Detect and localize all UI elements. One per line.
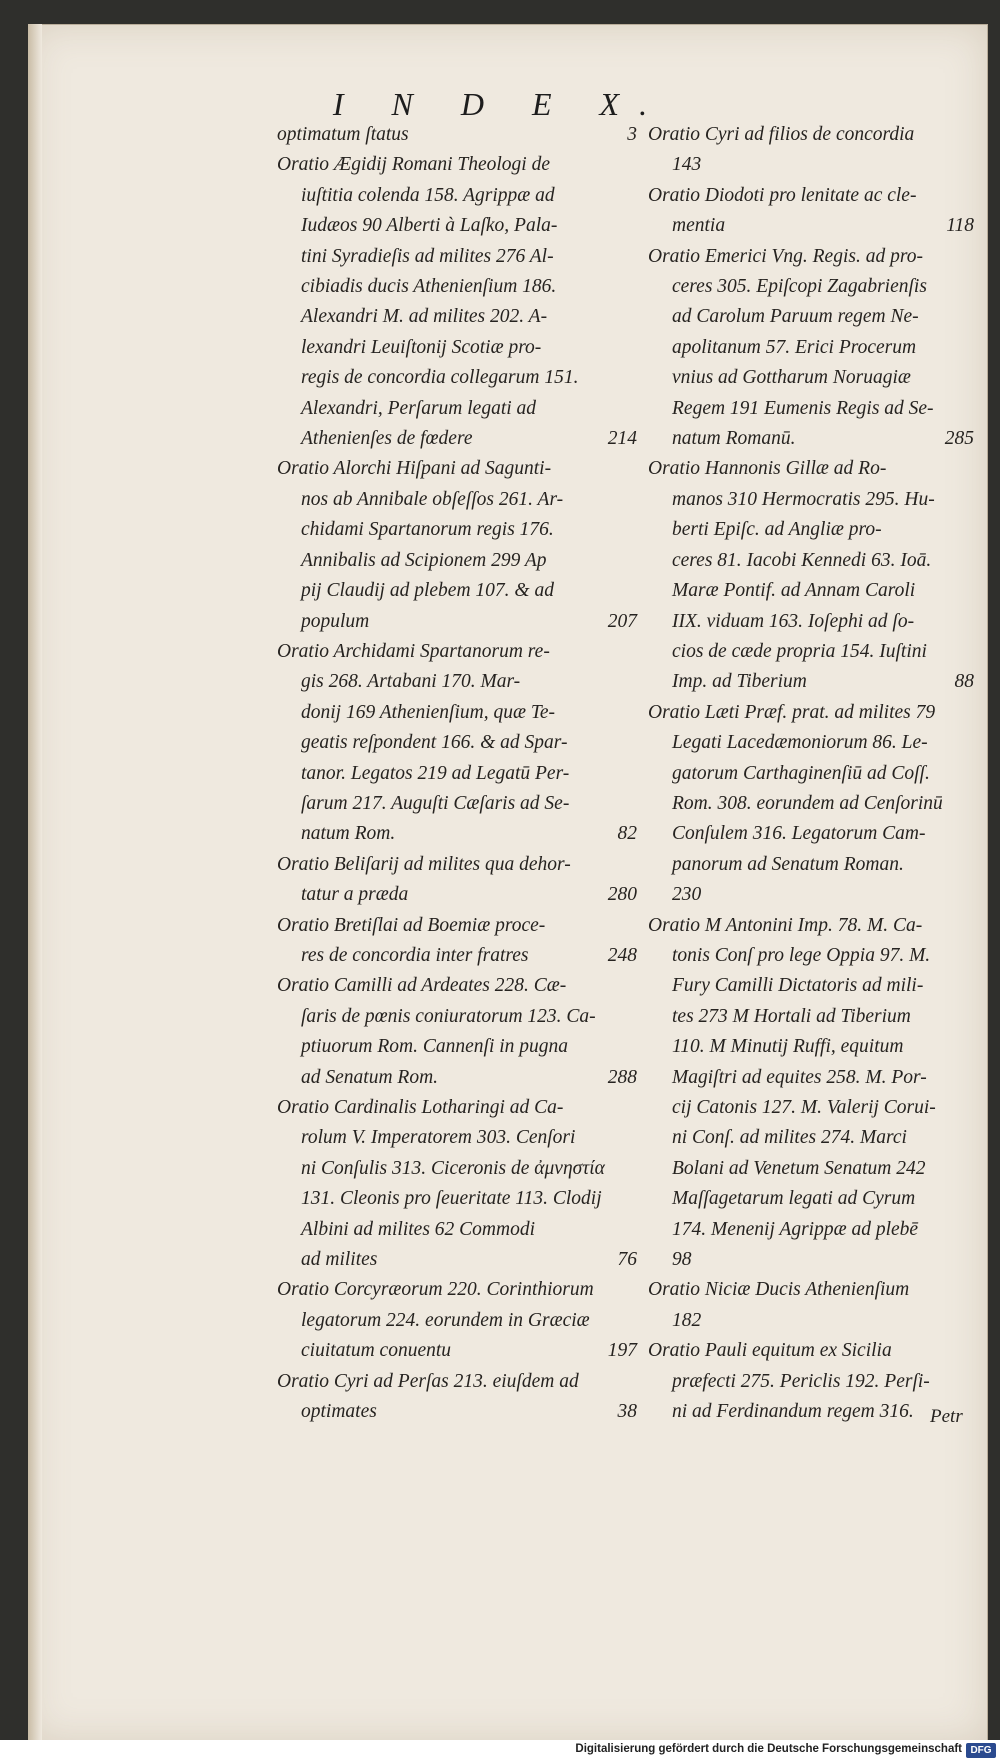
index-line-text: optimatum ſtatus xyxy=(277,124,409,145)
funding-credit: Digitalisierung gefördert durch die Deutsche Forschungsgemeinschaft xyxy=(575,1743,962,1755)
index-line-text: IIX. viduam 163. Ioſephi ad ſo- xyxy=(672,610,915,632)
index-line-text: Oratio Camilli ad Ardeates 228. Cæ- xyxy=(277,975,567,997)
index-line xyxy=(648,911,974,941)
index-line-text: Fury Camilli Dictatoris ad mili- xyxy=(672,975,924,997)
index-line xyxy=(277,698,637,728)
index-line-text: cios de cæde propria 154. Iuſtini xyxy=(672,640,927,662)
index-line xyxy=(648,272,974,302)
index-line-text: cibiadis ducis Athenienſium 186. xyxy=(301,276,557,298)
index-line-text: optimates xyxy=(301,1401,377,1423)
index-line-text: Oratio Alorchi Hiſpani ad Sagunti- xyxy=(277,458,552,480)
index-line xyxy=(277,150,637,180)
index-line-text: legatorum 224. eorundem in Græciæ xyxy=(301,1309,590,1331)
index-line-text: 174. Menenij Agrippæ ad plebē xyxy=(672,1218,919,1240)
index-line xyxy=(277,272,637,302)
index-line xyxy=(277,1002,637,1032)
index-line-text: Oratio Archidami Spartanorum re- xyxy=(277,640,550,662)
page-reference: 288 xyxy=(607,1066,637,1088)
index-line-text: tonis Conſ pro lege Oppia 97. M. xyxy=(672,944,931,966)
page-reference: 118 xyxy=(946,215,974,237)
index-line-text: ptiuorum Rom. Cannenſi in pugna xyxy=(301,1036,569,1058)
index-line-text: ad Carolum Paruum regem Ne- xyxy=(672,306,919,328)
index-line-text: ad milites xyxy=(301,1249,378,1271)
index-line-text: tatur a præda xyxy=(301,884,409,906)
index-line xyxy=(648,880,974,910)
index-line xyxy=(277,1367,637,1397)
index-line-text: Oratio Ægidij Romani Theologi de xyxy=(277,154,550,176)
index-line xyxy=(277,607,637,637)
digitization-footer xyxy=(0,1740,1000,1763)
page-reference: 280 xyxy=(607,884,637,906)
index-line-text: Athenienſes de fœdere xyxy=(301,428,473,450)
page-reference: 248 xyxy=(607,944,637,966)
index-line-text: populum xyxy=(301,610,370,632)
index-line xyxy=(277,363,637,393)
index-line-text: manos 310 Hermocratis 295. Hu- xyxy=(672,488,935,510)
index-line xyxy=(648,302,974,332)
page-reference: 207 xyxy=(607,610,637,632)
index-line-text: Oratio Cyri ad Perſas 213. eiuſdem ad xyxy=(277,1370,579,1392)
index-line-text: tanor. Legatos 219 ad Legatū Per- xyxy=(301,762,570,784)
index-line xyxy=(648,546,974,576)
index-line-text: Oratio Corcyræorum 220. Corinthiorum xyxy=(277,1279,594,1301)
index-line xyxy=(648,333,974,363)
index-line xyxy=(277,1093,637,1123)
index-line-text: ni ad Ferdinandum regem 316. xyxy=(672,1401,914,1423)
index-line xyxy=(648,1336,974,1366)
index-line xyxy=(648,1245,974,1275)
index-line-text: ceres 305. Epiſcopi Zagabrienſis xyxy=(672,276,927,298)
index-line xyxy=(277,1063,637,1093)
index-line-text: Imp. ad Tiberium xyxy=(672,671,807,693)
index-line-text: rolum V. Imperatorem 303. Cenſori xyxy=(301,1127,576,1149)
page-reference: 38 xyxy=(617,1401,637,1423)
index-line-text: Oratio Beliſarij ad milites qua dehor- xyxy=(277,853,571,875)
index-line xyxy=(648,759,974,789)
index-line-text: Oratio Bretiſlai ad Boemiæ proce- xyxy=(277,914,546,936)
index-line xyxy=(648,1002,974,1032)
index-line-text: tini Syradieſis ad milites 276 Al- xyxy=(301,245,554,267)
index-line xyxy=(277,485,637,515)
index-line xyxy=(277,211,637,241)
index-line xyxy=(277,454,637,484)
index-line-text: Bolani ad Venetum Senatum 242 xyxy=(672,1157,926,1179)
index-line xyxy=(277,120,637,150)
index-line xyxy=(648,667,974,697)
index-line-text: gatorum Carthaginenſiū ad Coſſ. xyxy=(672,762,930,784)
index-line xyxy=(277,1184,637,1214)
index-line xyxy=(277,1245,637,1275)
index-line-text: panorum ad Senatum Roman. xyxy=(672,853,904,875)
page-reference: 88 xyxy=(954,671,974,693)
page-reference: 214 xyxy=(607,428,637,450)
index-column-right xyxy=(648,120,974,1427)
index-line-text: Maſſagetarum legati ad Cyrum xyxy=(672,1188,916,1210)
index-line-text: cij Catonis 127. M. Valerij Corui- xyxy=(672,1097,936,1118)
index-line xyxy=(648,485,974,515)
index-line-text: res de concordia inter fratres xyxy=(301,944,529,966)
index-line-text: regis de concordia collegarum 151. xyxy=(301,367,579,389)
index-line xyxy=(277,789,637,819)
index-line xyxy=(648,1397,974,1427)
index-line-text: Albini ad milites 62 Commodi xyxy=(301,1218,535,1240)
index-line xyxy=(648,1154,974,1184)
index-line-text: Maræ Pontif. ad Annam Caroli xyxy=(672,580,916,602)
index-line xyxy=(277,576,637,606)
index-line xyxy=(648,1063,974,1093)
index-line xyxy=(277,637,637,667)
index-line xyxy=(277,911,637,941)
index-line-text: Oratio Diodoti pro lenitate ac cle- xyxy=(648,184,917,206)
index-line xyxy=(648,150,974,180)
index-line xyxy=(648,454,974,484)
index-line xyxy=(648,211,974,241)
index-line xyxy=(277,333,637,363)
index-line-text: ciuitatum conuentu xyxy=(301,1340,452,1362)
index-line xyxy=(648,1032,974,1062)
index-line-text: Oratio Læti Præf. prat. ad milites 79 xyxy=(648,701,936,723)
index-line xyxy=(648,242,974,272)
page-reference: 3 xyxy=(627,124,637,145)
index-line xyxy=(648,515,974,545)
index-line xyxy=(277,971,637,1001)
index-line-text: lexandri Leuiſtonij Scotiæ pro- xyxy=(301,336,542,358)
page-reference: 285 xyxy=(944,428,974,450)
index-line-text: geatis reſpondent 166. & ad Spar- xyxy=(301,732,568,754)
index-line-text: Legati Lacedæmoniorum 86. Le- xyxy=(672,732,928,754)
index-line-text: 182 xyxy=(672,1309,702,1331)
index-line-text: præfecti 275. Periclis 192. Perſi- xyxy=(672,1370,930,1392)
page-reference: 76 xyxy=(617,1249,637,1271)
index-line xyxy=(277,1215,637,1245)
index-line xyxy=(648,181,974,211)
index-line-text: 143 xyxy=(672,154,702,176)
index-line-text: gis 268. Artabani 170. Mar- xyxy=(301,671,521,693)
index-line xyxy=(648,394,974,424)
index-line xyxy=(648,1184,974,1214)
index-line-text: apolitanum 57. Erici Procerum xyxy=(672,336,917,358)
index-line-text: Oratio Cardinalis Lotharingi ad Ca- xyxy=(277,1097,564,1118)
index-line-text: Regem 191 Eumenis Regis ad Se- xyxy=(672,397,934,419)
index-line xyxy=(648,819,974,849)
index-line xyxy=(277,880,637,910)
index-line-text: ad Senatum Rom. xyxy=(301,1066,439,1088)
index-line-text: Magiſtri ad equites 258. M. Por- xyxy=(672,1066,927,1088)
index-line-text: Conſulem 316. Legatorum Cam- xyxy=(672,823,926,845)
index-line xyxy=(277,302,637,332)
index-line-text: vnius ad Gottharum Noruagiæ xyxy=(672,367,911,389)
index-line-text: 110. M Minutij Ruffi, equitum xyxy=(672,1036,904,1058)
index-line xyxy=(648,698,974,728)
index-line-text: chidami Spartanorum regis 176. xyxy=(301,519,554,541)
index-line xyxy=(277,546,637,576)
dfg-logo: DFG xyxy=(966,1743,996,1758)
index-line xyxy=(277,850,637,880)
index-line-text: ceres 81. Iacobi Kennedi 63. Ioā. xyxy=(672,549,932,571)
index-line xyxy=(648,637,974,667)
index-line-text: donij 169 Athenienſium, quæ Te- xyxy=(301,701,556,723)
index-line-text: berti Epiſc. ad Angliæ pro- xyxy=(672,519,882,541)
index-line xyxy=(277,759,637,789)
index-line-text: nos ab Annibale obſeſſos 261. Ar- xyxy=(301,488,564,510)
index-line xyxy=(277,242,637,272)
index-line xyxy=(277,1154,637,1184)
index-line xyxy=(277,394,637,424)
index-line-text: Oratio Cyri ad filios de concordia xyxy=(648,124,915,145)
index-line-text: Oratio Hannonis Gillæ ad Ro- xyxy=(648,458,887,480)
index-line xyxy=(277,181,637,211)
index-line-text: 230 xyxy=(672,884,702,906)
index-line xyxy=(648,850,974,880)
index-line-text: pij Claudij ad plebem 107. & ad xyxy=(301,580,554,602)
page-title: I N D E X. xyxy=(332,86,668,122)
index-line-text: ſaris de pœnis coniuratorum 123. Ca- xyxy=(301,1005,596,1027)
index-line-text: Oratio M Antonini Imp. 78. M. Ca- xyxy=(648,914,923,936)
index-line-text: Oratio Emerici Vng. Regis. ad pro- xyxy=(648,245,923,267)
index-line xyxy=(648,424,974,454)
index-line xyxy=(277,1123,637,1153)
index-line xyxy=(648,1275,974,1305)
index-line xyxy=(648,363,974,393)
index-line xyxy=(648,120,974,150)
index-line xyxy=(277,728,637,758)
index-line xyxy=(277,667,637,697)
catchword: Petr xyxy=(930,1406,963,1427)
index-line xyxy=(277,819,637,849)
page-reference: 82 xyxy=(617,823,637,845)
index-line xyxy=(648,971,974,1001)
index-line xyxy=(648,789,974,819)
index-line xyxy=(648,1215,974,1245)
index-line xyxy=(648,1123,974,1153)
index-line-text: 131. Cleonis pro ſeueritate 113. Clodij xyxy=(301,1188,602,1210)
index-line xyxy=(277,1336,637,1366)
index-line xyxy=(277,1275,637,1305)
index-line-text: Alexandri M. ad milites 202. A- xyxy=(301,306,548,328)
index-line-text: tes 273 M Hortali ad Tiberium xyxy=(672,1005,911,1027)
index-line-text: ni Conſulis 313. Ciceronis de ἀμνηστία xyxy=(301,1157,605,1179)
index-line-text: Oratio Pauli equitum ex Sicilia xyxy=(648,1340,892,1362)
index-line-text: natum Rom. xyxy=(301,823,396,845)
index-line xyxy=(277,515,637,545)
index-line-text: Oratio Niciæ Ducis Athenienſium xyxy=(648,1279,910,1301)
index-line-text: 98 xyxy=(672,1249,692,1271)
index-line-text: Rom. 308. eorundem ad Cenſorinū xyxy=(672,792,943,814)
index-line xyxy=(648,607,974,637)
index-line-text: iuſtitia colenda 158. Agrippæ ad xyxy=(301,184,555,206)
index-line xyxy=(648,576,974,606)
index-line xyxy=(648,1306,974,1336)
index-line xyxy=(277,941,637,971)
index-column-left xyxy=(277,120,637,1427)
index-line xyxy=(648,1093,974,1123)
page-reference: 197 xyxy=(607,1340,637,1362)
index-line-text: natum Romanū. xyxy=(672,428,796,450)
index-line xyxy=(277,1306,637,1336)
index-line xyxy=(277,424,637,454)
index-line-text: ni Conſ. ad milites 274. Marci xyxy=(672,1127,907,1149)
index-line xyxy=(277,1397,637,1427)
index-line-text: ſarum 217. Auguſti Cæſaris ad Se- xyxy=(301,792,570,814)
index-line-text: Iudæos 90 Alberti à Laſko, Pala- xyxy=(301,215,558,237)
index-line xyxy=(648,941,974,971)
index-line-text: mentia xyxy=(672,215,726,237)
index-line xyxy=(648,728,974,758)
index-line xyxy=(277,1032,637,1062)
index-line-text: Alexandri, Perſarum legati ad xyxy=(301,397,537,419)
page-gutter-shadow xyxy=(28,24,42,1740)
index-line xyxy=(648,1367,974,1397)
index-line-text: Annibalis ad Scipionem 299 Ap xyxy=(301,549,547,571)
